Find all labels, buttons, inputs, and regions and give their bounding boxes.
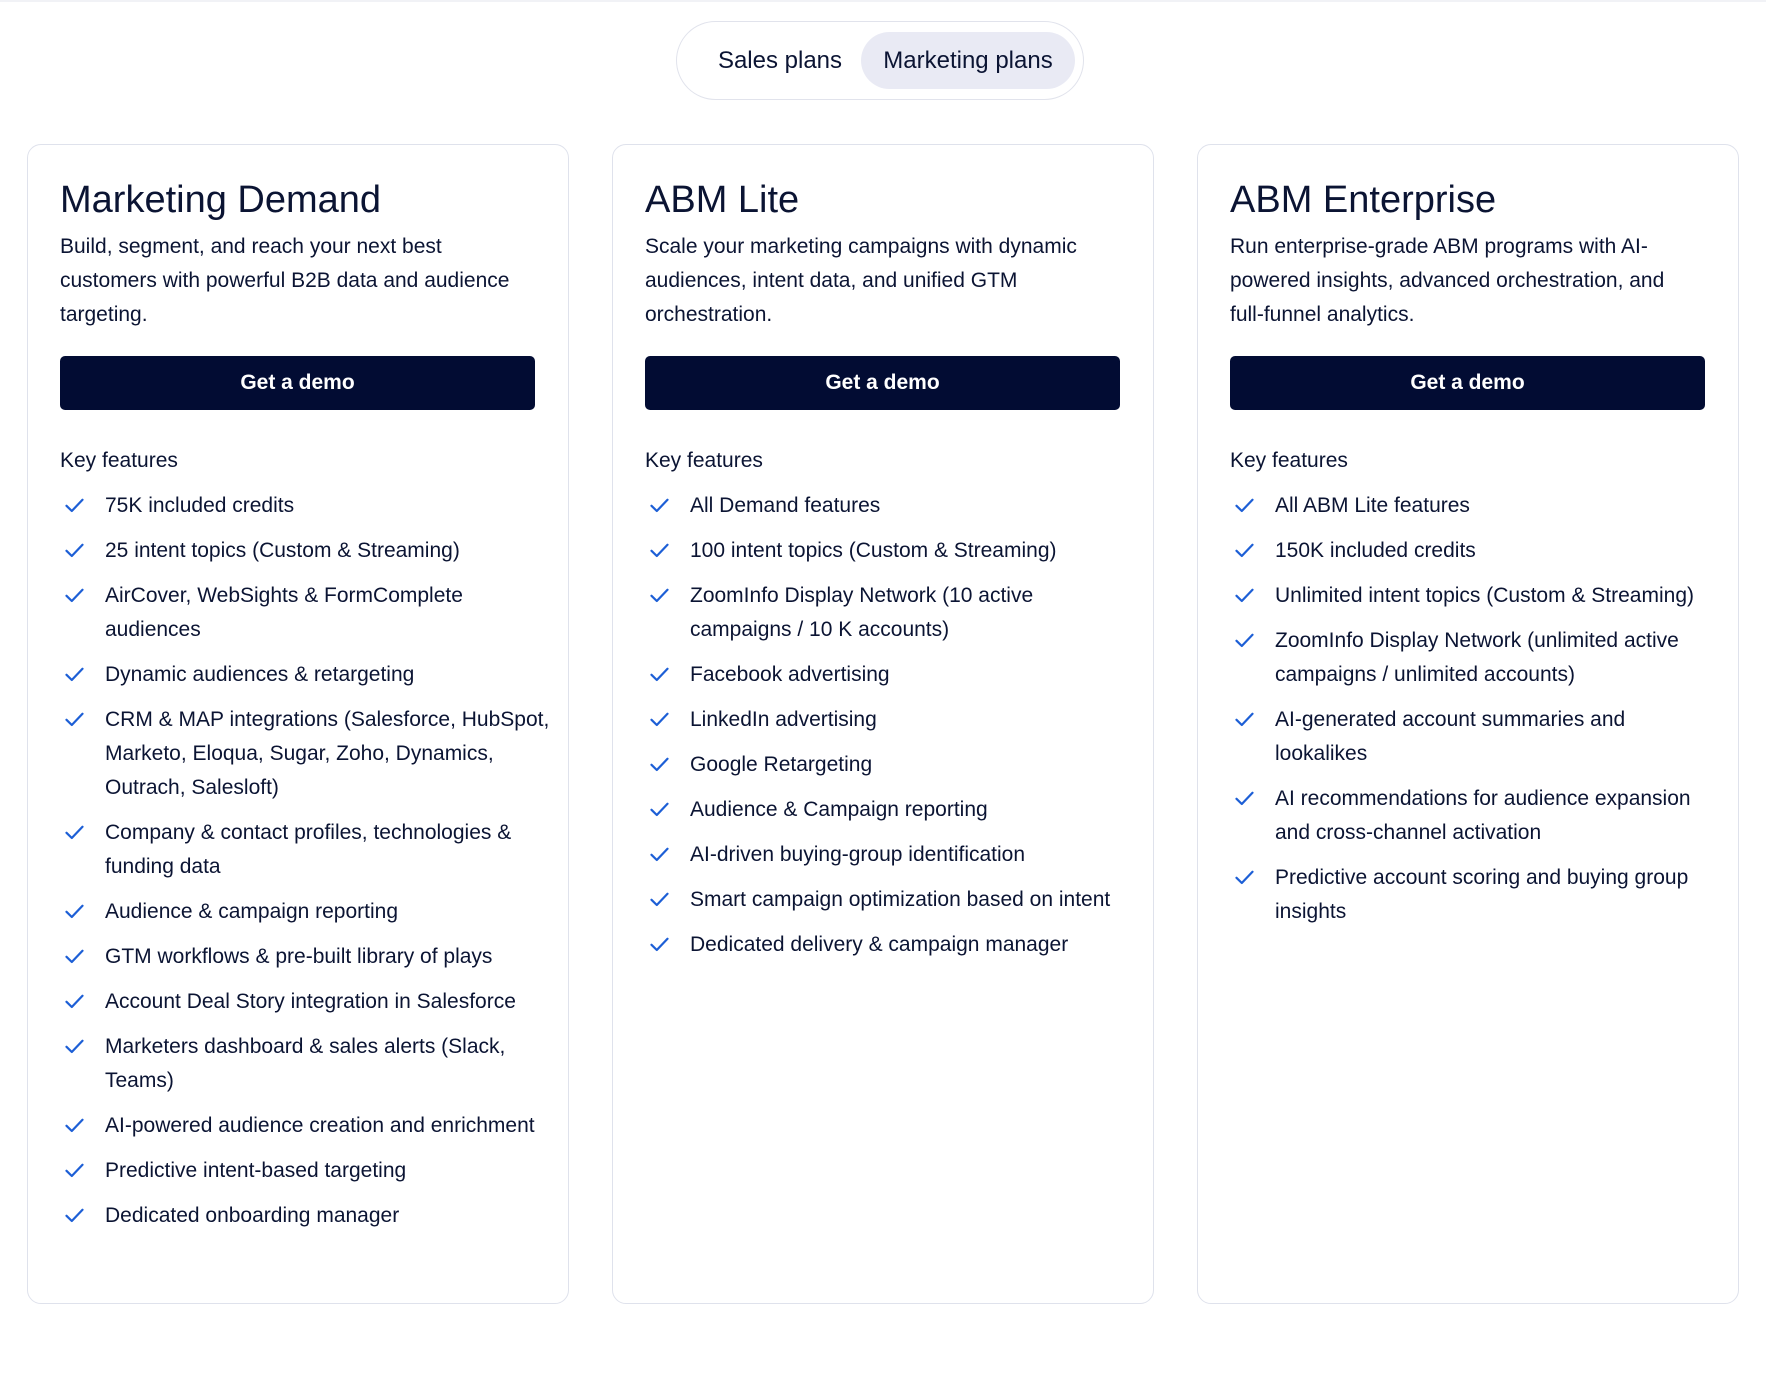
feature-item (60, 1199, 550, 1233)
feature-label: Unlimited intent topics (Custom & Streaming) (1275, 584, 1694, 607)
check-icon (65, 667, 84, 682)
key-features-heading: Key features (60, 449, 178, 472)
feature-label: AI-powered audience creation and enrichment (105, 1114, 535, 1137)
feature-label: AI-driven buying-group identification (690, 843, 1026, 866)
top-divider (0, 0, 1766, 2)
check-icon (65, 1208, 84, 1223)
feature-item (60, 1154, 550, 1188)
check-icon (650, 712, 669, 727)
sales-plans-tab[interactable]: Sales plans (717, 47, 843, 74)
feature-label: 100 intent topics (Custom & Streaming) (690, 539, 1057, 562)
check-icon (65, 1118, 84, 1133)
feature-item (1230, 579, 1720, 613)
feature-list (60, 489, 550, 1244)
feature-item (60, 985, 550, 1019)
feature-item (60, 579, 550, 647)
check-icon (65, 498, 84, 513)
feature-item (60, 816, 550, 884)
plan-title: ABM Enterprise (1230, 179, 1497, 221)
feature-label: Audience & campaign reporting (105, 900, 399, 923)
get-demo-button[interactable]: Get a demo (1230, 356, 1705, 410)
feature-item (60, 489, 550, 523)
plan-description: Build, segment, and reach your next best customers with powerful B2B data and audience targeting. (60, 235, 510, 326)
feature-label: LinkedIn advertising (690, 708, 877, 731)
feature-label: Predictive account scoring and buying group insights (1275, 866, 1689, 923)
feature-label: CRM & MAP integrations (Salesforce, HubSpot, Marketo, Eloqua, Sugar, Zoho, Dynamics, Outrach, Salesloft) (105, 708, 550, 799)
plan-card-marketing-demand (27, 144, 569, 1304)
feature-item (60, 895, 550, 929)
plan-card-abm-lite (612, 144, 1154, 1304)
feature-item (60, 1109, 550, 1143)
feature-label: Predictive intent-based targeting (105, 1159, 407, 1182)
feature-label: AirCover, WebSights & FormComplete audiences (105, 584, 463, 641)
check-icon (650, 667, 669, 682)
plan-title: ABM Lite (645, 179, 800, 221)
feature-item (60, 1030, 550, 1098)
feature-item (60, 658, 550, 692)
feature-list (645, 489, 1135, 973)
feature-label: All Demand features (690, 494, 881, 517)
feature-label: All ABM Lite features (1275, 494, 1470, 517)
feature-item (645, 838, 1135, 872)
feature-item (1230, 489, 1720, 523)
feature-label: Google Retargeting (690, 753, 873, 776)
feature-label: Dynamic audiences & retargeting (105, 663, 415, 686)
feature-label: Dedicated delivery & campaign manager (690, 933, 1069, 956)
feature-item (645, 489, 1135, 523)
check-icon (1235, 791, 1254, 806)
feature-label: AI recommendations for audience expansion and cross-channel activation (1275, 787, 1691, 844)
feature-item (60, 534, 550, 568)
feature-item (645, 703, 1135, 737)
check-icon (1235, 712, 1254, 727)
feature-label: ZoomInfo Display Network (unlimited active campaigns / unlimited accounts) (1275, 629, 1679, 686)
feature-item (645, 579, 1135, 647)
feature-item (645, 658, 1135, 692)
check-icon (65, 904, 84, 919)
check-icon (650, 543, 669, 558)
feature-item (60, 940, 550, 974)
check-icon (650, 892, 669, 907)
feature-item (645, 748, 1135, 782)
get-demo-button[interactable]: Get a demo (60, 356, 535, 410)
feature-label: Facebook advertising (690, 663, 890, 686)
feature-item (1230, 703, 1720, 771)
key-features-heading: Key features (645, 449, 763, 472)
feature-label: Smart campaign optimization based on intent (690, 888, 1111, 911)
feature-label: ZoomInfo Display Network (10 active campaigns / 10 K accounts) (690, 584, 1034, 641)
check-icon (1235, 870, 1254, 885)
feature-label: GTM workflows & pre-built library of plays (105, 945, 493, 968)
check-icon (65, 949, 84, 964)
check-icon (650, 498, 669, 513)
check-icon (65, 543, 84, 558)
check-icon (65, 1163, 84, 1178)
feature-label: Audience & Campaign reporting (690, 798, 988, 821)
feature-item (1230, 624, 1720, 692)
feature-label: AI-generated account summaries and lookalikes (1275, 708, 1626, 765)
feature-label: 75K included credits (105, 494, 295, 517)
feature-item (645, 883, 1135, 917)
feature-item (645, 928, 1135, 962)
marketing-plans-tab[interactable]: Marketing plans (861, 32, 1075, 89)
check-icon (1235, 633, 1254, 648)
check-icon (650, 802, 669, 817)
feature-item (1230, 782, 1720, 850)
plan-description: Scale your marketing campaigns with dynamic audiences, intent data, and unified GTM orchestration. (645, 235, 1077, 326)
plan-card-abm-enterprise (1197, 144, 1739, 1304)
feature-label: Dedicated onboarding manager (105, 1204, 400, 1227)
feature-item (645, 793, 1135, 827)
plan-title: Marketing Demand (60, 179, 382, 221)
key-features-heading: Key features (1230, 449, 1348, 472)
feature-label: 25 intent topics (Custom & Streaming) (105, 539, 460, 562)
feature-item (1230, 534, 1720, 568)
feature-label: Account Deal Story integration in Salesforce (105, 990, 516, 1013)
feature-list (1230, 489, 1720, 940)
check-icon (65, 588, 84, 603)
check-icon (65, 825, 84, 840)
plan-description: Run enterprise-grade ABM programs with AI-powered insights, advanced orchestration, and full-funnel analytics. (1230, 235, 1665, 326)
check-icon (650, 588, 669, 603)
feature-item (1230, 861, 1720, 929)
check-icon (650, 757, 669, 772)
feature-label: Marketers dashboard & sales alerts (Slack, Teams) (105, 1035, 506, 1092)
check-icon (1235, 588, 1254, 603)
feature-item (645, 534, 1135, 568)
check-icon (650, 847, 669, 862)
feature-label: Company & contact profiles, technologies & funding data (105, 821, 512, 878)
check-icon (1235, 543, 1254, 558)
feature-label: 150K included credits (1275, 539, 1476, 562)
check-icon (65, 712, 84, 727)
check-icon (65, 1039, 84, 1054)
get-demo-button[interactable]: Get a demo (645, 356, 1120, 410)
check-icon (650, 937, 669, 952)
check-icon (65, 994, 84, 1009)
check-icon (1235, 498, 1254, 513)
plan-type-toggle (676, 21, 1084, 100)
feature-item (60, 703, 550, 805)
